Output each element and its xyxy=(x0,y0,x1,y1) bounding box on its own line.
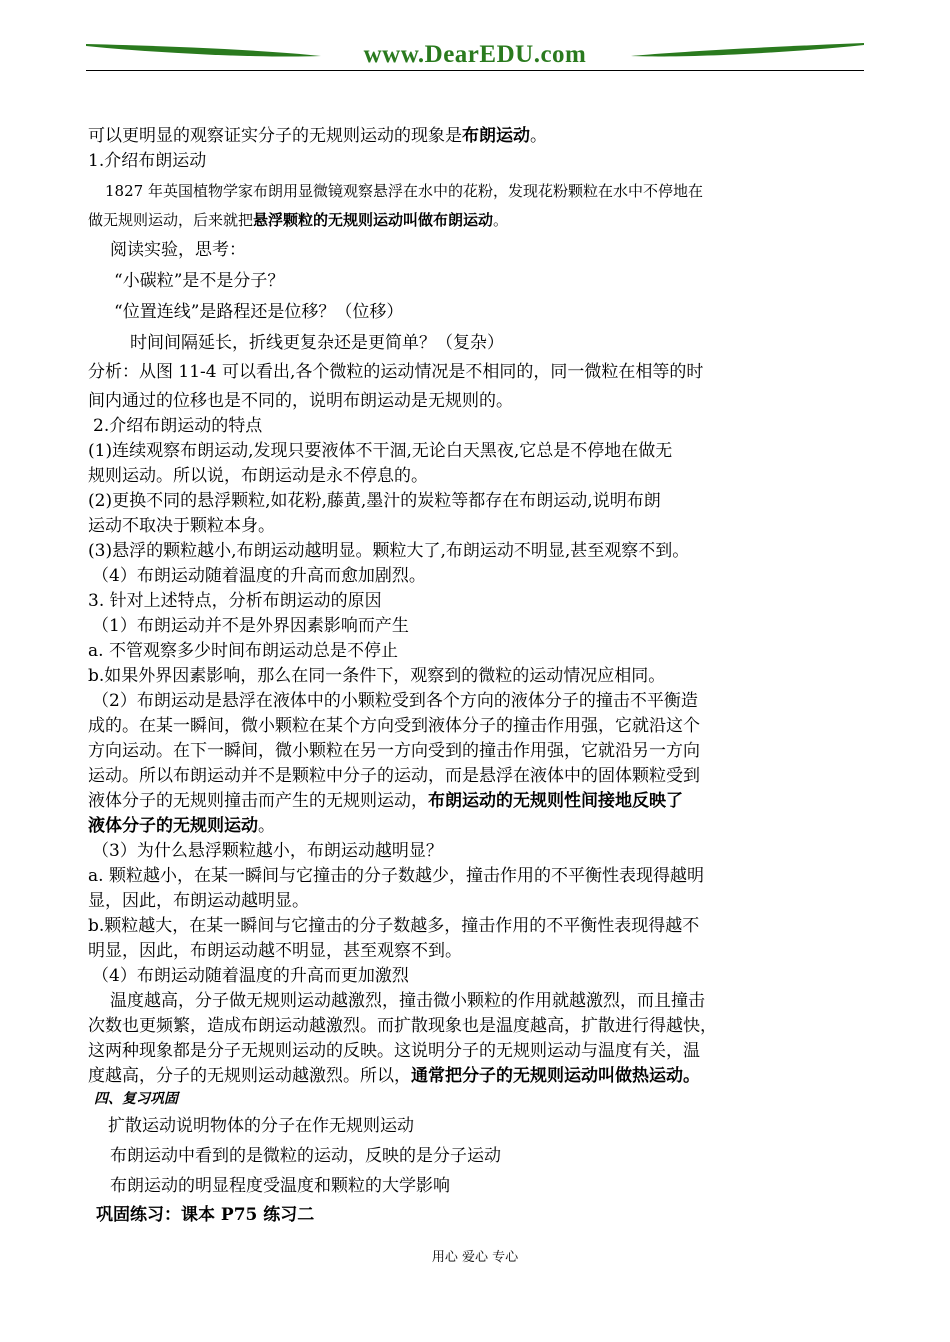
text-line xyxy=(88,564,866,589)
text-line xyxy=(88,439,866,464)
line-text: 温度越高，分子做无规则运动越激烈，撞击微小颗粒的作用就越激烈，而且撞击 xyxy=(110,991,705,1011)
line-text: a. 不管观察多少时间布朗运动总是不停止 xyxy=(88,641,398,661)
line-text: （3）为什么悬浮颗粒越小，布朗运动越明显？ xyxy=(92,841,443,861)
bold-emphasis: 布朗运动的无规则性间接地反映了 xyxy=(428,791,683,811)
line-text: 间内通过的位移也是不同的，说明布朗运动是无规则的。 xyxy=(88,391,513,411)
line-text: (1)连续观察布朗运动,发现只要液体不干涸,无论白天黑夜,它总是不停地在做无 xyxy=(88,441,673,461)
bold-emphasis: 通常把分子的无规则运动叫做热运动。 xyxy=(411,1066,700,1086)
text-line xyxy=(88,814,866,839)
line-text: 做无规则运动，后来就把 xyxy=(88,211,254,229)
line-text: 方向运动。在下一瞬间，微小颗粒在另一方向受到的撞击作用强，它就沿另一方向 xyxy=(88,741,700,761)
document-body xyxy=(88,124,866,1228)
text-line xyxy=(88,180,866,203)
line-text: 时间间隔延长，折线更复杂还是更简单？（复杂） xyxy=(130,333,504,353)
text-line xyxy=(88,414,866,439)
line-text: 3. 针对上述特点，分析布朗运动的原因 xyxy=(88,591,382,611)
line-text: a. 颗粒越小，在某一瞬间与它撞击的分子数越少，撞击作用的不平衡性表现得越明 xyxy=(88,866,704,886)
page-header xyxy=(86,40,864,72)
line-text: （1）布朗运动并不是外界因素影响而产生 xyxy=(92,616,409,636)
text-line xyxy=(88,1064,866,1089)
text-line xyxy=(88,209,866,232)
text-line xyxy=(88,331,866,356)
bold-emphasis: 液体分子的无规则运动 xyxy=(88,816,258,836)
text-line xyxy=(88,300,866,325)
line-tail: 。 xyxy=(530,126,547,146)
line-text: （2）布朗运动是悬浮在液体中的小颗粒受到各个方向的液体分子的撞击不平衡造 xyxy=(92,691,698,711)
text-line xyxy=(88,269,866,294)
line-text: 2.介绍布朗运动的特点 xyxy=(93,416,263,436)
text-line xyxy=(88,689,866,714)
line-text: 液体分子的无规则撞击而产生的无规则运动， xyxy=(88,791,428,811)
line-text: （4）布朗运动随着温度的升高而愈加剧烈。 xyxy=(92,566,426,586)
line-text: 运动。所以布朗运动并不是颗粒中分子的运动，而是悬浮在液体中的固体颗粒受到 xyxy=(88,766,700,786)
line-text: “小碳粒”是不是分子？ xyxy=(114,271,285,291)
line-text: 明显，因此，布朗运动越不明显，甚至观察不到。 xyxy=(88,941,462,961)
text-line xyxy=(88,739,866,764)
line-text: 度越高，分子的无规则运动越激烈。所以， xyxy=(88,1066,411,1086)
line-text: （4）布朗运动随着温度的升高而更加激烈 xyxy=(92,966,409,986)
text-line xyxy=(88,714,866,739)
line-text: 可以更明显的观察证实分子的无规则运动的现象是 xyxy=(88,126,462,146)
review-item: 扩散运动说明物体的分子在作无规则运动 xyxy=(108,1116,414,1136)
review-item: 布朗运动的明显程度受温度和颗粒的大学影响 xyxy=(110,1176,450,1196)
line-text: 分析：从图 11-4 可以看出,各个微粒的运动情况是不相同的，同一微粒在相等的时 xyxy=(88,362,704,382)
text-line xyxy=(88,539,866,564)
text-line xyxy=(88,989,866,1014)
text-line xyxy=(88,914,866,939)
line-text: b.颗粒越大，在某一瞬间与它撞击的分子数越多，撞击作用的不平衡性表现得越不 xyxy=(88,916,700,936)
line-text: 这两种现象都是分子无规则运动的反映。这说明分子的无规则运动与温度有关，温 xyxy=(88,1041,700,1061)
line-text: 阅读实验，思考： xyxy=(110,240,246,260)
line-text: (3)悬浮的颗粒越小,布朗运动越明显。颗粒大了,布朗运动不明显,甚至观察不到。 xyxy=(88,541,690,561)
line-text: “位置连线”是路程还是位移？（位移） xyxy=(114,302,404,322)
exercise-line: 巩固练习：课本 P75 练习二 xyxy=(96,1205,315,1225)
text-line xyxy=(88,939,866,964)
text-line xyxy=(88,389,866,414)
line-tail: 。 xyxy=(258,816,275,836)
text-line xyxy=(88,764,866,789)
text-line xyxy=(88,360,866,385)
line-text: b.如果外界因素影响，那么在同一条件下，观察到的微粒的运动情况应相同。 xyxy=(88,666,666,686)
text-line xyxy=(88,514,866,539)
text-line xyxy=(88,238,866,263)
line-text: 1827 年英国植物学家布朗用显微镜观察悬浮在水中的花粉，发现花粉颗粒在水中不停地在 xyxy=(105,182,703,200)
line-text: 成的。在某一瞬间，微小颗粒在某个方向受到液体分子的撞击作用强，它就沿这个 xyxy=(88,716,700,736)
bold-emphasis: 悬浮颗粒的无规则运动叫做布朗运动 xyxy=(253,211,494,229)
line-text: 显，因此，布朗运动越明显。 xyxy=(88,891,309,911)
line-text: 规则运动。所以说，布朗运动是永不停息的。 xyxy=(88,466,428,486)
line-text: 1.介绍布朗运动 xyxy=(88,151,207,171)
text-line xyxy=(88,589,866,614)
line-tail: 。 xyxy=(493,211,509,229)
review-item: 布朗运动中看到的是微粒的运动，反映的是分子运动 xyxy=(110,1146,501,1166)
text-line xyxy=(88,124,866,149)
text-line xyxy=(88,1039,866,1064)
header-divider xyxy=(86,70,864,71)
section-heading: 四、复习巩固 xyxy=(94,1091,178,1107)
text-line xyxy=(88,839,866,864)
text-line xyxy=(88,149,866,174)
text-line xyxy=(88,464,866,489)
text-line xyxy=(88,889,866,914)
line-text: (2)更换不同的悬浮颗粒,如花粉,藤黄,墨汁的炭粒等都存在布朗运动,说明布朗 xyxy=(88,491,661,511)
text-line xyxy=(88,664,866,689)
line-text: 运动不取决于颗粒本身。 xyxy=(88,516,275,536)
text-line xyxy=(88,964,866,989)
text-line xyxy=(88,1014,866,1039)
site-brand[interactable]: www.DearEDU.com xyxy=(363,41,587,68)
bold-emphasis: 布朗运动 xyxy=(462,126,530,146)
text-line xyxy=(88,639,866,664)
text-line xyxy=(88,864,866,889)
page-footer: 用心 爱心 专心 xyxy=(431,1250,519,1265)
line-text: 次数也更频繁，造成布朗运动越激烈。而扩散现象也是温度越高，扩散进行得越快， xyxy=(88,1016,717,1036)
text-line xyxy=(88,489,866,514)
text-line xyxy=(88,789,866,814)
text-line xyxy=(88,614,866,639)
